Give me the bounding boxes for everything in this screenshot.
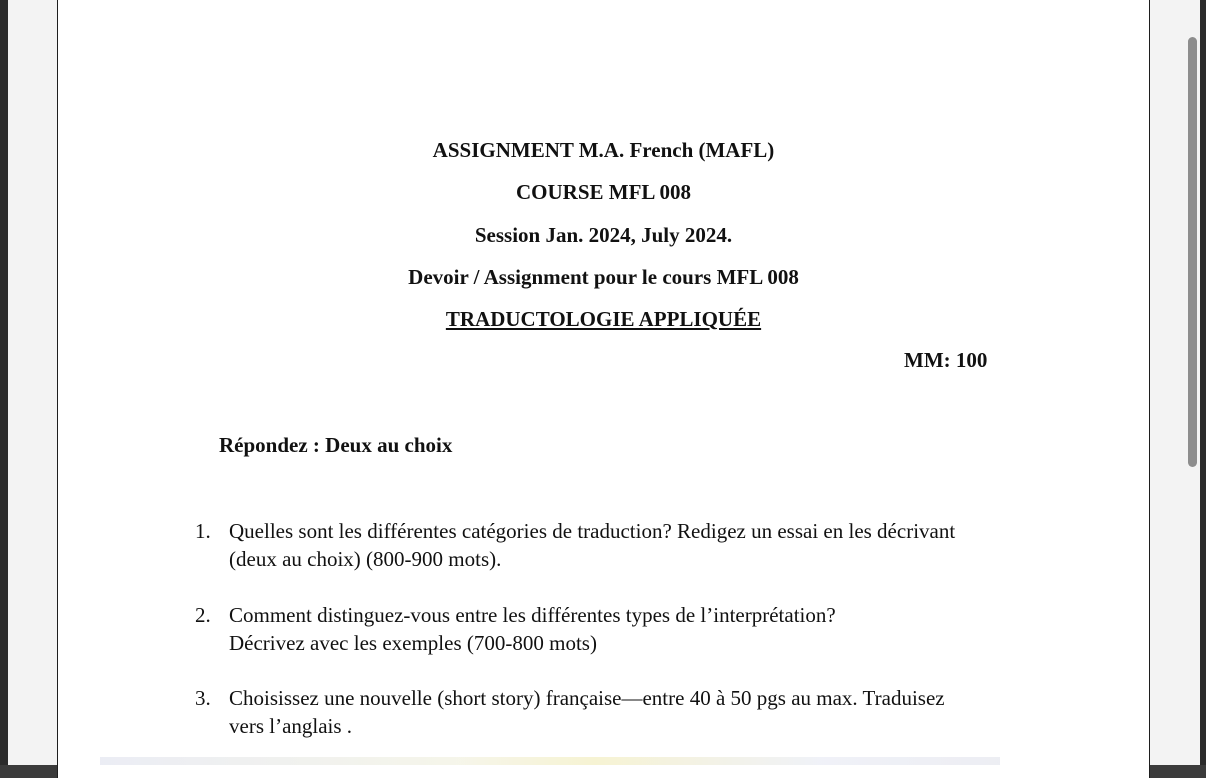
session-dates: Session Jan. 2024, July 2024.: [474, 223, 733, 247]
question-text-line: Choisissez une nouvelle (short story) française—entre 40 à 50 pgs au max. Traduisez: [229, 686, 945, 710]
subject-title: TRADUCTOLOGIE APPLIQUÉE: [445, 307, 762, 331]
question-item: [195, 684, 1015, 740]
question-item: [195, 601, 1015, 657]
question-number: 1.: [195, 519, 211, 543]
window-edge-left: [0, 0, 8, 765]
question-number: 3.: [195, 686, 211, 710]
question-text-line: (deux au choix) (800-900 mots).: [229, 547, 502, 571]
instruction: Répondez : Deux au choix: [219, 433, 453, 457]
assignment-subtitle: Devoir / Assignment pour le cours MFL 008: [408, 265, 799, 289]
max-marks: MM: 100: [904, 348, 988, 372]
document-page: [57, 0, 1150, 778]
question-item: [195, 517, 1015, 573]
watermark-fragment: [100, 757, 1000, 765]
question-text-line: Décrivez avec les exemples (700-800 mots): [229, 631, 597, 655]
window-edge-right: [1200, 0, 1206, 765]
vertical-scrollbar-thumb[interactable]: [1188, 37, 1197, 467]
question-number: 2.: [195, 603, 211, 627]
question-text-line: vers l’anglais .: [229, 714, 353, 738]
question-text-line: Comment distinguez-vous entre les différentes types de l’interprétation?: [229, 603, 836, 627]
course-code: COURSE MFL 008: [515, 180, 691, 204]
assignment-title: ASSIGNMENT M.A. French (MAFL): [432, 138, 775, 162]
question-text-line: Quelles sont les différentes catégories de traduction? Redigez un essai en les décrivant: [229, 519, 956, 543]
